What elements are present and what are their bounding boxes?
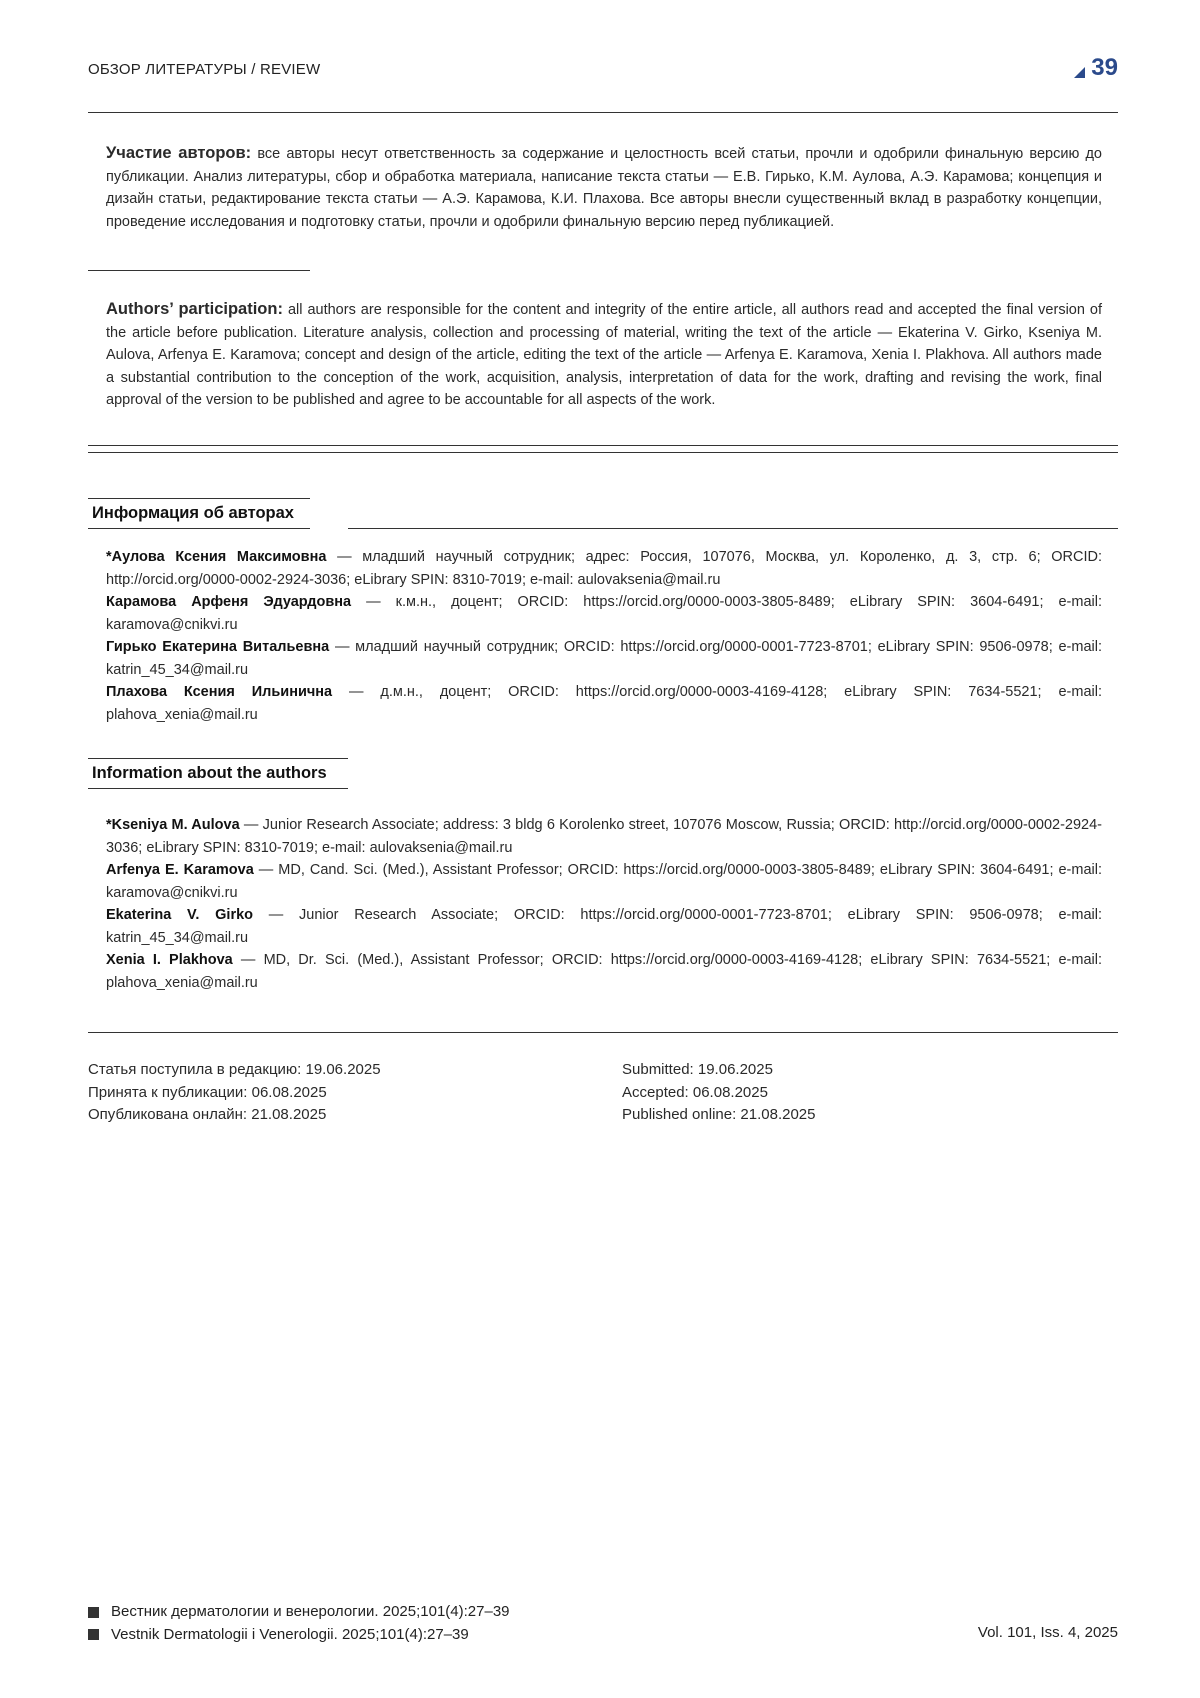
- author-entry: [106, 859, 1102, 904]
- author-details: — Junior Research Associate; address: 3 bldg 6 Korolenko street, 107076 Moscow, Russia; ORCID: http://orcid.org/0000-0002-2924-3036; eLibrary SPIN: 8310-7019; e-mail: aulovaksenia@mail.ru: [106, 817, 1102, 856]
- authors-ru-title-top-rule: [88, 498, 310, 499]
- dates-separator-rule: [88, 1032, 1118, 1033]
- participation-ru-text: все авторы несут ответственность за содержание и целостность всей статьи, прочли и одобрили финальную версию до публикации. Анализ литературы, сбор и обработка материала, написание текста статьи — Е.В. Гирько, К.М. Аулова, А.Э. Карамова; концепция и дизайн статьи, редактирование текста статьи — А.Э. Карамова, К.И. Плахова. Все авторы внесли существенный вклад в разработку концепции, проведение исследования и подготовку статьи, прочли и одобрили финальную версию перед публикацией.: [106, 146, 1102, 230]
- authors-en-list: [106, 814, 1102, 994]
- author-entry: [106, 904, 1102, 949]
- date-accepted-ru: Принята к публикации: 06.08.2025: [88, 1083, 327, 1101]
- footer-citation-row-ru: [88, 1601, 510, 1624]
- author-name: Ekaterina V. Girko: [106, 907, 254, 923]
- participation-ru-lead: Участие авторов:: [106, 144, 252, 162]
- footer-volume: Vol. 101, Iss. 4, 2025: [977, 1624, 1118, 1641]
- author-name: *Kseniya M. Aulova: [106, 817, 240, 833]
- square-bullet-icon: [88, 1607, 99, 1618]
- citation-en: Vestnik Dermatologii i Venerologii. 2025;101(4):27–39: [111, 1625, 469, 1643]
- author-name: *Аулова Ксения Максимовна: [106, 549, 327, 565]
- author-details: — младший научный сотрудник; адрес: Россия, 107076, Москва, ул. Короленко, д. 3, стр. 6; ORCID: http://orcid.org/0000-0002-2924-3036; eLibrary SPIN: 8310-7019; e-mail: aulovaksenia@mail.ru: [106, 549, 1103, 588]
- author-details: — Junior Research Associate; ORCID: https://orcid.org/0000-0001-7723-8701; eLibrary SPIN: 9506-0978; e-mail: katrin_45_34@mail.ru: [106, 907, 1102, 946]
- footer-citation-row-en: [88, 1624, 510, 1647]
- authors-ru-title: Информация об авторах: [92, 504, 294, 522]
- page-number-block: [1074, 54, 1118, 82]
- date-submitted-ru: Статья поступила в редакцию: 19.06.2025: [88, 1061, 381, 1078]
- date-submitted-en: Submitted: 19.06.2025: [622, 1061, 773, 1078]
- footer-citations: [88, 1601, 510, 1646]
- participation-en: [106, 298, 1102, 412]
- square-bullet-icon: [88, 1629, 99, 1640]
- author-details: — к.м.н., доцент; ORCID: https://orcid.org/0000-0003-3805-8489; eLibrary SPIN: 3604-6491; e-mail: karamova@cnikvi.ru: [106, 594, 1103, 633]
- running-header-section: ОБЗОР ЛИТЕРАТУРЫ / REVIEW: [88, 61, 321, 78]
- authors-en-title: Information about the authors: [92, 764, 327, 782]
- author-entry: [106, 546, 1102, 591]
- author-name: Arfenya E. Karamova: [106, 862, 254, 878]
- authors-ru-list: [106, 546, 1102, 726]
- authors-en-title-bottom-rule: [88, 788, 348, 789]
- dates-en: [622, 1059, 816, 1127]
- participation-ru: [106, 142, 1102, 233]
- author-details: — д.м.н., доцент; ORCID: https://orcid.org/0000-0003-4169-4128; eLibrary SPIN: 7634-5521; e-mail: plahova_xenia@mail.ru: [106, 684, 1102, 723]
- short-separator-rule: [88, 270, 310, 271]
- author-entry: [106, 636, 1102, 681]
- date-accepted-en: Accepted: 06.08.2025: [622, 1083, 768, 1101]
- authors-ru-title-bottom-rule: [88, 528, 310, 529]
- citation-ru: Вестник дерматологии и венерологии. 2025;101(4):27–39: [111, 1603, 510, 1620]
- author-name: Гирько Екатерина Витальевна: [106, 639, 330, 655]
- author-entry: [106, 949, 1102, 994]
- date-published-ru: Опубликована онлайн: 21.08.2025: [88, 1106, 327, 1123]
- author-name: Плахова Ксения Ильинична: [106, 684, 333, 700]
- double-rule-top: [88, 445, 1118, 446]
- triangle-marker-icon: [1074, 67, 1085, 78]
- author-details: — MD, Dr. Sci. (Med.), Assistant Professor; ORCID: https://orcid.org/0000-0003-4169-4128; eLibrary SPIN: 7634-5521; e-mail: plahova_xenia@mail.ru: [106, 952, 1102, 991]
- authors-ru-title-extension-rule: [348, 528, 1118, 529]
- date-published-en: Published online: 21.08.2025: [622, 1106, 816, 1123]
- author-entry: [106, 681, 1102, 726]
- author-name: Xenia I. Plakhova: [106, 952, 233, 968]
- header-rule: [88, 112, 1118, 113]
- page-number: 39: [1091, 54, 1118, 81]
- double-rule-bottom: [88, 452, 1118, 453]
- author-details: — MD, Cand. Sci. (Med.), Assistant Professor; ORCID: https://orcid.org/0000-0003-3805-8489; eLibrary SPIN: 3604-6491; e-mail: karamova@cnikvi.ru: [106, 862, 1103, 901]
- author-entry: [106, 591, 1102, 636]
- participation-en-text: all authors are responsible for the content and integrity of the entire article, all authors read and accepted the final version of the article before publication. Literature analysis, collection and processing of material, writing the text of the article — Ekaterina V. Girko, Kseniya M. Aulova, Arfenya E. Karamova; concept and design of the article, editing the text of the article — Arfenya E. Karamova, Xenia I. Plakhova. All authors made a substantial contribution to the conception of the work, acquisition, analysis, interpretation of data for the work, drafting and revising the work, final approval of the version to be published and agree to be accountable for all aspects of the work.: [106, 302, 1103, 408]
- author-entry: [106, 814, 1102, 859]
- authors-en-title-top-rule: [88, 758, 348, 759]
- dates-ru: [88, 1059, 381, 1127]
- author-details: — младший научный сотрудник; ORCID: https://orcid.org/0000-0001-7723-8701; eLibrary SPIN: 9506-0978; e-mail: katrin_45_34@mail.ru: [106, 639, 1102, 678]
- participation-en-lead: Authors’ participation:: [106, 300, 283, 318]
- author-name: Карамова Арфеня Эдуардовна: [106, 594, 352, 610]
